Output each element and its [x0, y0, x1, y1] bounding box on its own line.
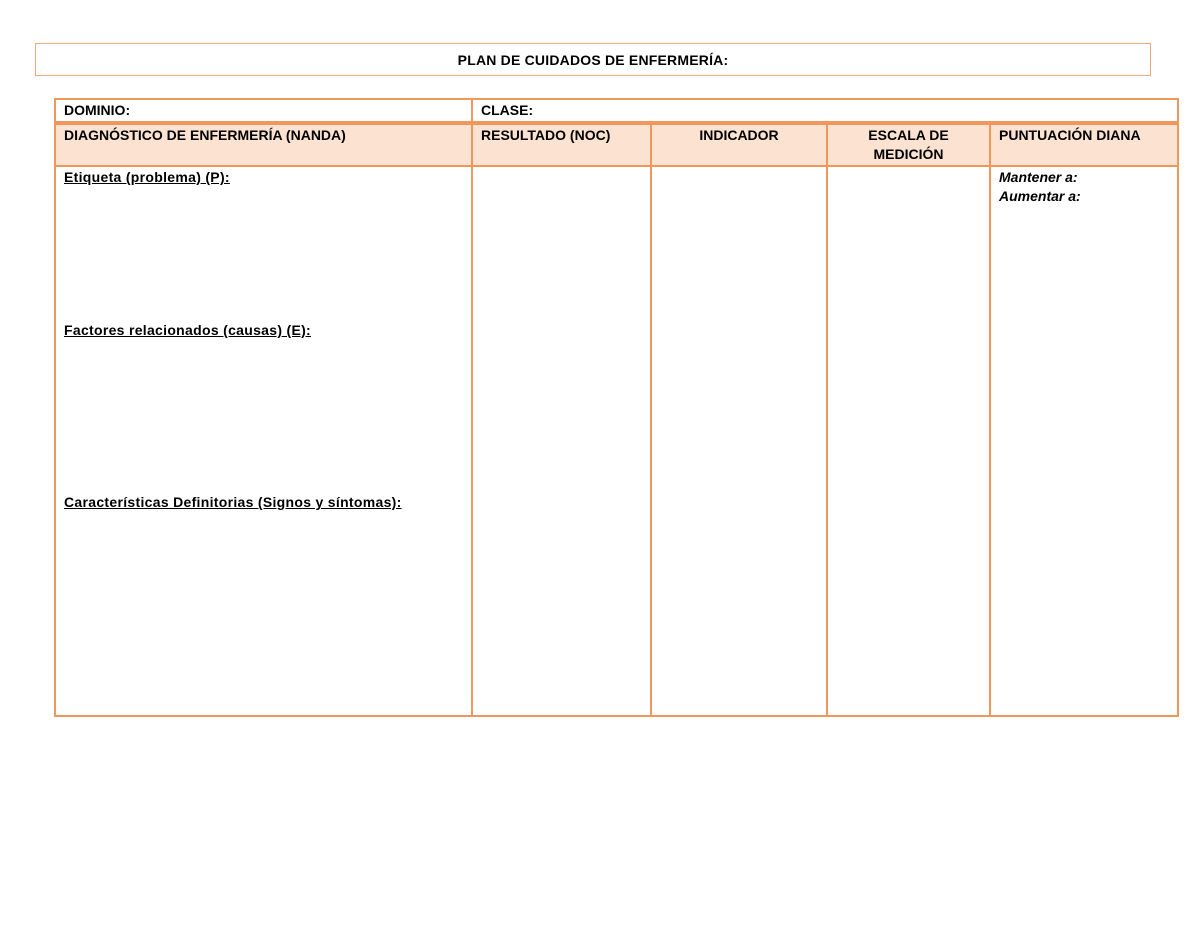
document-title: PLAN DE CUIDADOS DE ENFERMERÍA:: [457, 51, 729, 68]
header-row: [55, 123, 1178, 166]
caracteristicas-label: Características Definitorias (Signos y síntomas):: [64, 494, 402, 510]
escala-cell[interactable]: [827, 166, 990, 716]
care-plan-table: [54, 98, 1179, 717]
document-title-box: [35, 43, 1151, 76]
diagnostico-cell[interactable]: [55, 166, 472, 716]
dominio-label: DOMINIO:: [64, 102, 131, 118]
etiqueta-label: Etiqueta (problema) (P):: [64, 169, 230, 185]
header-diagnostico: DIAGNÓSTICO DE ENFERMERÍA (NANDA): [55, 123, 472, 166]
header-indicador: INDICADOR: [651, 123, 827, 166]
indicador-cell[interactable]: [651, 166, 827, 716]
puntuacion-cell[interactable]: [990, 166, 1178, 716]
clase-label: CLASE:: [481, 102, 534, 118]
header-puntuacion: PUNTUACIÓN DIANA: [990, 123, 1178, 166]
aumentar-label: Aumentar a:: [999, 188, 1081, 204]
header-escala: ESCALA DE MEDICIÓN: [827, 123, 990, 166]
header-resultado: RESULTADO (NOC): [472, 123, 651, 166]
domain-class-row: [55, 99, 1178, 123]
resultado-cell[interactable]: [472, 166, 651, 716]
mantener-label: Mantener a:: [999, 169, 1078, 185]
dominio-cell[interactable]: [55, 99, 472, 123]
factores-label: Factores relacionados (causas) (E):: [64, 322, 312, 338]
clase-cell[interactable]: [472, 99, 1178, 123]
body-row: [55, 166, 1178, 716]
